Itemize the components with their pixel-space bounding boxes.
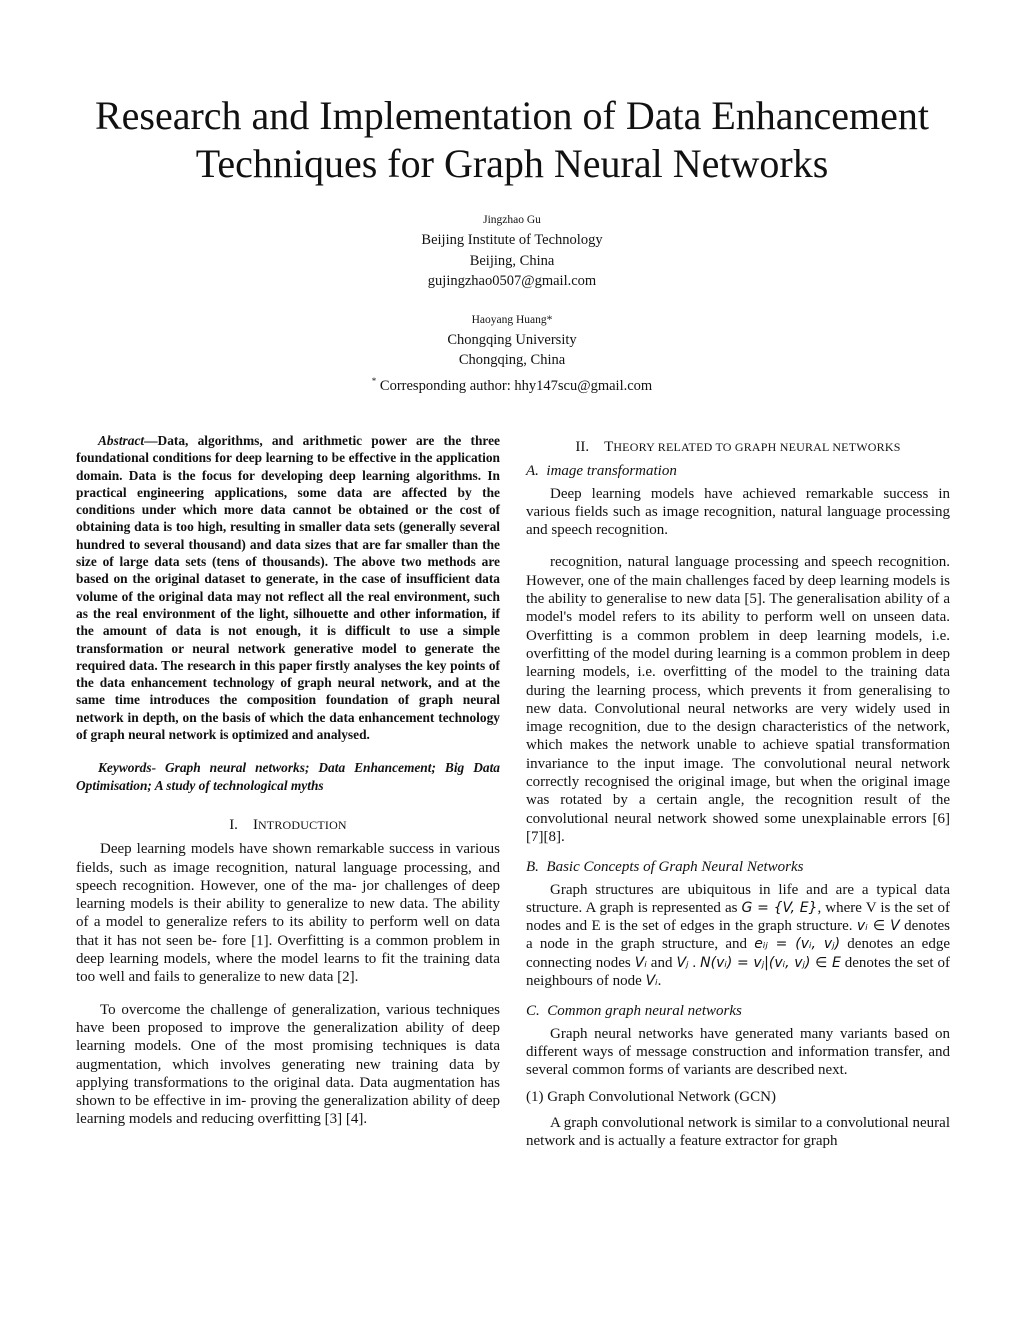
gcn-heading: (1) Graph Convolutional Network (GCN)	[526, 1088, 776, 1105]
subsection-c-paragraph-1: Graph neural networks have generated many variants based on different ways of message construction and information transfer, and several common forms of variants are described next.	[526, 1025, 950, 1079]
section-1-number: I.	[229, 816, 238, 833]
author-1-email: gujingzhao0507@gmail.com	[427, 273, 597, 289]
graph-text-1: Graph structures are ubiquitous in life and are a typical data structure. A graph is represented as	[526, 881, 950, 916]
title-line-1: Research and Implementation of Data Enhancement	[94, 93, 930, 138]
abstract-text: —Data, algorithms, and arithmetic power are the three foundational conditions for deep learning to be effective in the application domain. Data is the focus for developing deep learning algorithms. In practical engineering applications, some data are affected by the conditions under which more data cannot be obtained or the cost of obtaining data is too high, resulting in smaller data sets (generally several hundred to several thousand) and data sizes that are far smaller than the size of large data sets (tens of thousands). The above two methods are based on the original dataset to generate, in the case of insufficient data volume of the original data may not reflect all the real environment, such as the real environment of the light, silhouette and other information, if the amount of data is not enough, it is difficult to use a simple transformation or neural network generative model to generate the required data. The research in this paper firstly analyses the key points of the data enhancement technology of graph neural network, and at the same time introduces the composition foundation of graph neural network in depth, on the basis of which the data enhancement technology of graph neural network is optimized and analysed.	[76, 433, 500, 743]
author-2-affiliation: Chongqing University	[447, 331, 577, 348]
graph-math-5: Vⱼ	[676, 954, 689, 971]
subsection-a-label: A.	[526, 463, 539, 480]
title-line-2: Techniques for Graph Neural Networks	[195, 141, 829, 186]
right-column	[526, 432, 950, 1158]
subsection-b-paragraph	[526, 881, 950, 991]
graph-text-7: denotes the set of neighbours of node	[526, 954, 950, 990]
section-2-heading	[526, 438, 950, 456]
author-block	[0, 210, 1024, 396]
graph-math-4: Vᵢ	[634, 954, 647, 971]
subsection-b-title: Basic Concepts of Graph Neural Networks	[546, 859, 804, 876]
subsection-a-paragraph-1: Deep learning models have achieved remarkable success in various fields such as image recognition, natural language processing and speech recognition.	[526, 485, 950, 539]
subsection-c-heading	[526, 1002, 950, 1020]
author-2-name: Haoyang Huang*	[471, 313, 553, 326]
note-text: Corresponding author: hhy147scu@gmail.com	[379, 377, 653, 394]
author-2-location: Chongqing, China	[458, 352, 566, 368]
subsection-a-title: image transformation	[546, 463, 677, 480]
corresponding-author-note	[0, 371, 1024, 396]
subsection-b-heading	[526, 858, 950, 876]
subsection-c-label: C.	[526, 1003, 540, 1020]
paper-title	[0, 92, 1024, 188]
left-column	[76, 432, 500, 1137]
graph-math-3: eᵢⱼ = (vᵢ, vⱼ)	[754, 936, 841, 953]
author-1-location: Beijing, China	[469, 252, 555, 269]
note-mark: *	[371, 375, 377, 386]
subsection-a-paragraph-2: recognition, natural language processing and speech recognition. However, one of the main challenges faced by deep learning models is the ability to generalise to new data [5]. The generalisation ability of a model's model refers to its ability to perform well on unseen data. Overfitting is a common problem in deep learning models, i.e. overfitting of the model during learning is a common problem in deep learning models, i.e. overfitting of the model to the training data during the learning process, which prevents it from generalising to new data. Convolutional neural networks are very widely used in image recognition, due to the design characteristics of the network, which makes the network unable to achieve spatial transformation invariance to the input image. The convolutional neural network correctly recognised the original image, but when the original image was rotated by a certain angle, the recognition result of the convolutional neural network showed some unexplainable errors [6] [7][8].	[526, 554, 950, 845]
subsection-b-label: B.	[526, 859, 539, 876]
subsection-a-heading	[526, 462, 950, 480]
intro-paragraph-2: To overcome the challenge of generalization, various techniques have been proposed to improve the generalization ability of deep learning models. One of the most promising techniques is data augmentation, which involves generating new training data by applying transformations to the original data. Data augmentation has shown to be effective in im- proving the generalization ability of deep learning models and reducing overfitting [3] [4].	[76, 1001, 500, 1128]
graph-text-8: .	[657, 973, 662, 990]
section-1-title-rest: NTRODUCTION	[257, 817, 347, 832]
graph-text-5: and	[646, 954, 677, 971]
graph-text-4: denotes an edge connecting nodes	[526, 936, 950, 971]
subsection-c-paragraph-2: A graph convolutional network is similar to a convolutional neural network and is actually a feature extractor for graph	[526, 1114, 950, 1150]
graph-math-7: Vᵢ	[645, 973, 658, 990]
graph-text-3: denotes a node in the graph structure, and	[526, 918, 950, 953]
author-1-affiliation: Beijing Institute of Technology	[421, 232, 603, 248]
graph-math-2: vᵢ ∈ V	[856, 918, 900, 935]
graph-math-6: N(vᵢ) = vⱼ|(vᵢ, vⱼ) ∈ E	[700, 954, 841, 971]
section-1-initial: I	[252, 816, 258, 833]
subsection-c-title: Common graph neural networks	[547, 1003, 742, 1020]
section-2-number: II.	[575, 439, 590, 455]
author-1-name: Jingzhao Gu	[483, 214, 541, 226]
section-2-initial: T	[604, 439, 614, 455]
graph-text-6: .	[688, 954, 701, 971]
keywords: Keywords- Graph neural networks; Data Enhancement; Big Data Optimisation; A study of technological myths	[76, 760, 500, 793]
abstract	[76, 432, 500, 743]
abstract-label: Abstract	[98, 433, 145, 448]
section-2-title-rest: HEORY RELATED TO GRAPH NEURAL NETWORKS	[613, 440, 901, 454]
section-1-heading	[76, 816, 500, 834]
intro-paragraph-1: Deep learning models have shown remarkable success in various fields, such as image recognition, natural language processing, and speech recognition. However, one of the ma- jor challenges of deep learning models is their ability to generalize to new data. The ability of a model to generalize refers to its ability to perform well on data that it has not seen be- fore [1]. Overfitting is a common problem in deep learning models, where the model learns to fit the training data too well and fails to generalize to new data [2].	[76, 841, 500, 986]
graph-text-2: , where V is the set of nodes and E is the set of edges in the graph structure.	[526, 899, 951, 935]
graph-math-1: G = {V, E}	[741, 899, 818, 916]
